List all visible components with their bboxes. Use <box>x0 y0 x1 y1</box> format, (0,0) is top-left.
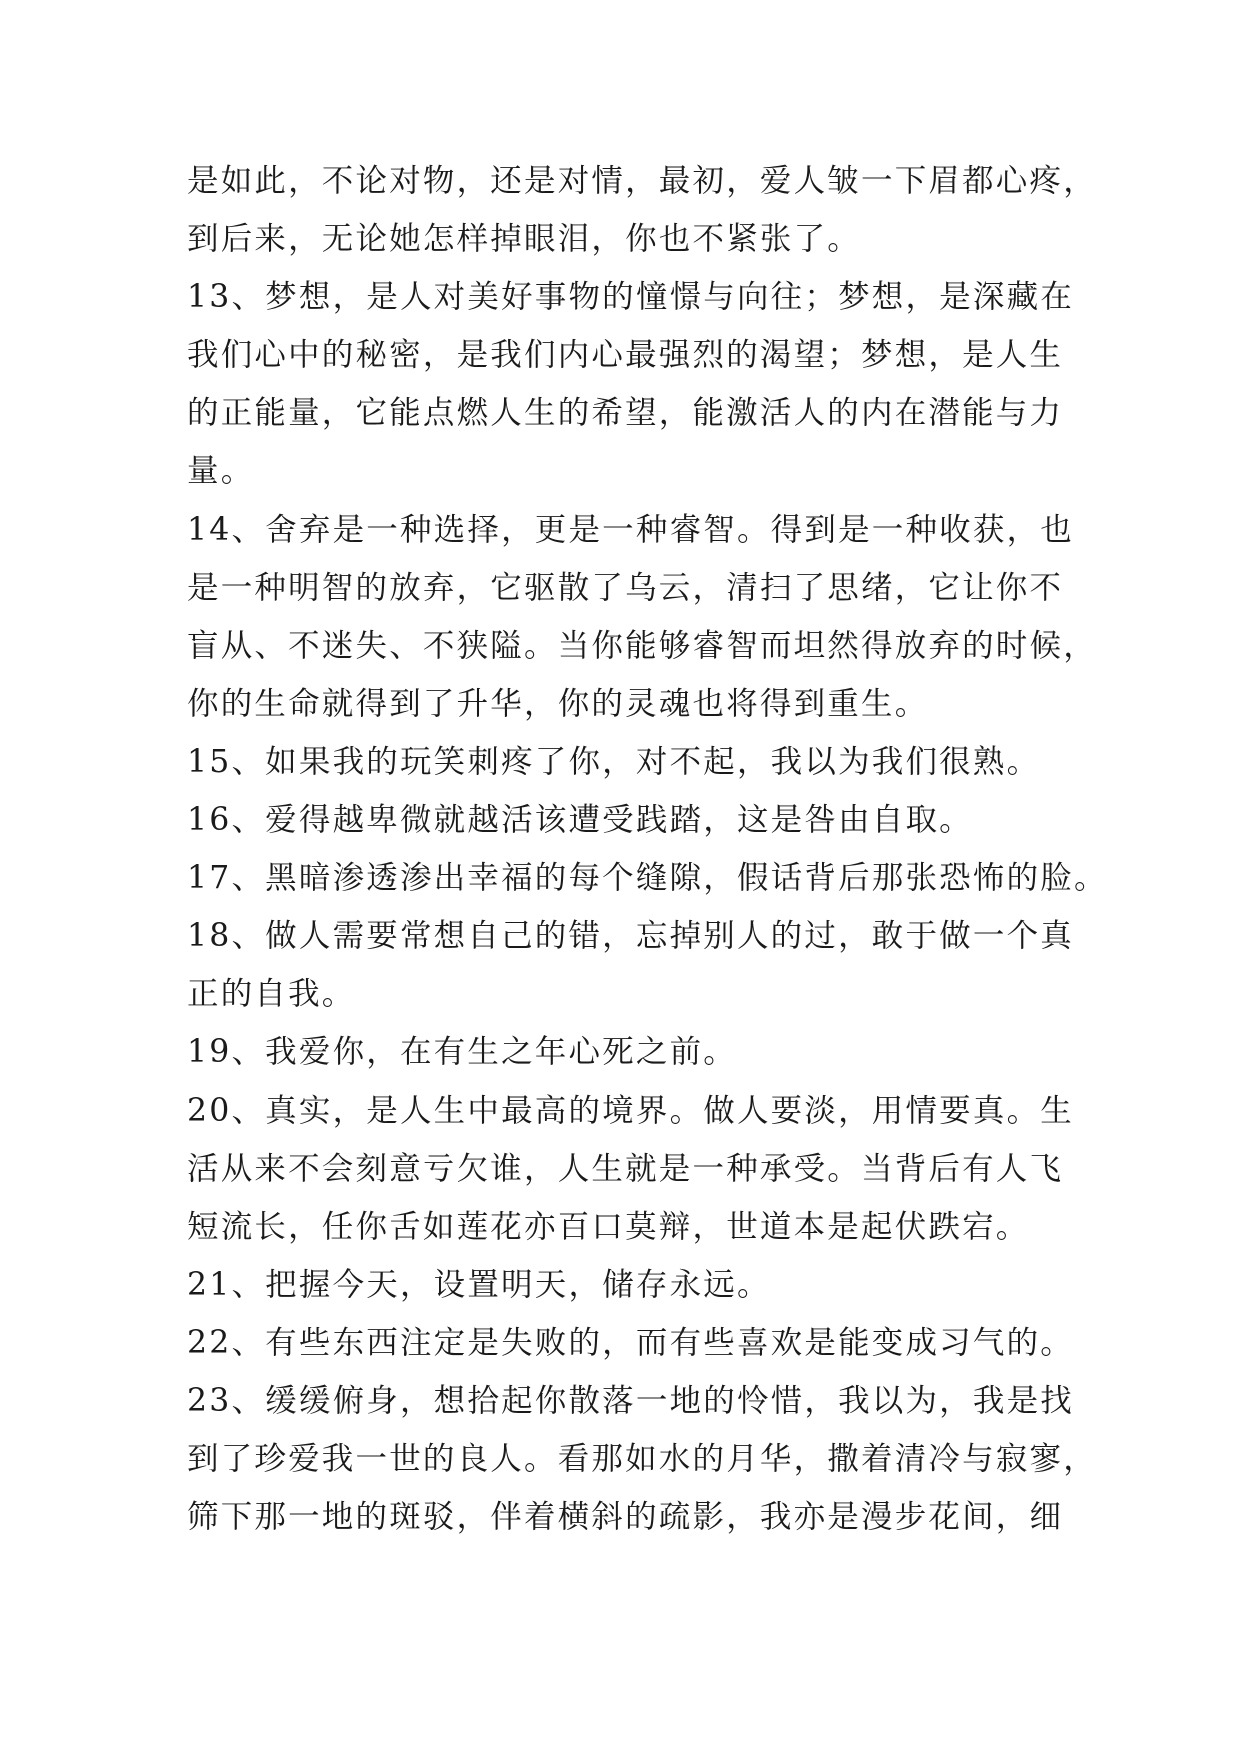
text-line: 筛下那一地的斑驳，伴着横斜的疏影，我亦是漫步花间，细 <box>187 1499 1064 1536</box>
body-text <box>187 152 1108 1546</box>
text-line: 盲从、不迷失、不狭隘。当你能够睿智而坦然得放弃的时候， <box>187 627 1097 664</box>
text-line: 21、把握今天，设置明天，储存永远。 <box>187 1266 771 1303</box>
text-line: 22、有些东西注定是失败的，而有些喜欢是能变成习气的。 <box>187 1324 1074 1361</box>
text-line: 是如此，不论对物，还是对情，最初，爱人皱一下眉都心疼， <box>187 163 1097 199</box>
text-line: 正的自我。 <box>187 976 356 1013</box>
text-line: 15、如果我的玩笑刺疼了你，对不起，我以为我们很熟。 <box>187 743 1041 780</box>
text-line: 13、梦想，是人对美好事物的憧憬与向往；梦想，是深藏在 <box>187 279 1074 316</box>
text-line: 19、我爱你，在有生之年心死之前。 <box>187 1034 737 1071</box>
text-line: 14、舍弃是一种选择，更是一种睿智。得到是一种收获，也 <box>187 511 1074 548</box>
text-line: 到后来，无论她怎样掉眼泪，你也不紧张了。 <box>187 221 862 258</box>
text-line: 到了珍爱我一世的良人。看那如水的月华，撒着清冷与寂寥， <box>187 1441 1097 1478</box>
text-line: 短流长，任你舌如莲花亦百口莫辩，世道本是起伏跌宕。 <box>187 1208 1030 1245</box>
text-line: 18、做人需要常想自己的错，忘掉别人的过，敢于做一个真 <box>187 918 1074 955</box>
text-line: 我们心中的秘密，是我们内心最强烈的渴望；梦想，是人生 <box>187 337 1064 374</box>
text-line: 20、真实，是人生中最高的境界。做人要淡，用情要真。生 <box>187 1092 1074 1129</box>
text-line: 的正能量，它能点燃人生的希望，能激活人的内在潜能与力 <box>187 395 1064 432</box>
text-line: 23、缓缓俯身，想拾起你散落一地的怜惜，我以为，我是找 <box>187 1382 1074 1419</box>
text-line: 你的生命就得到了升华，你的灵魂也将得到重生。 <box>187 685 929 722</box>
text-line: 是一种明智的放弃，它驱散了乌云，清扫了思绪，它让你不 <box>187 569 1064 606</box>
text-line: 16、爱得越卑微就越活该遭受践踏，这是咎由自取。 <box>187 802 973 839</box>
text-line: 活从来不会刻意亏欠谁，人生就是一种承受。当背后有人飞 <box>187 1150 1064 1187</box>
text-line: 17、黑暗渗透渗出幸福的每个缝隙，假话背后那张恐怖的脸。 <box>187 860 1108 897</box>
text-line: 量。 <box>187 453 255 490</box>
